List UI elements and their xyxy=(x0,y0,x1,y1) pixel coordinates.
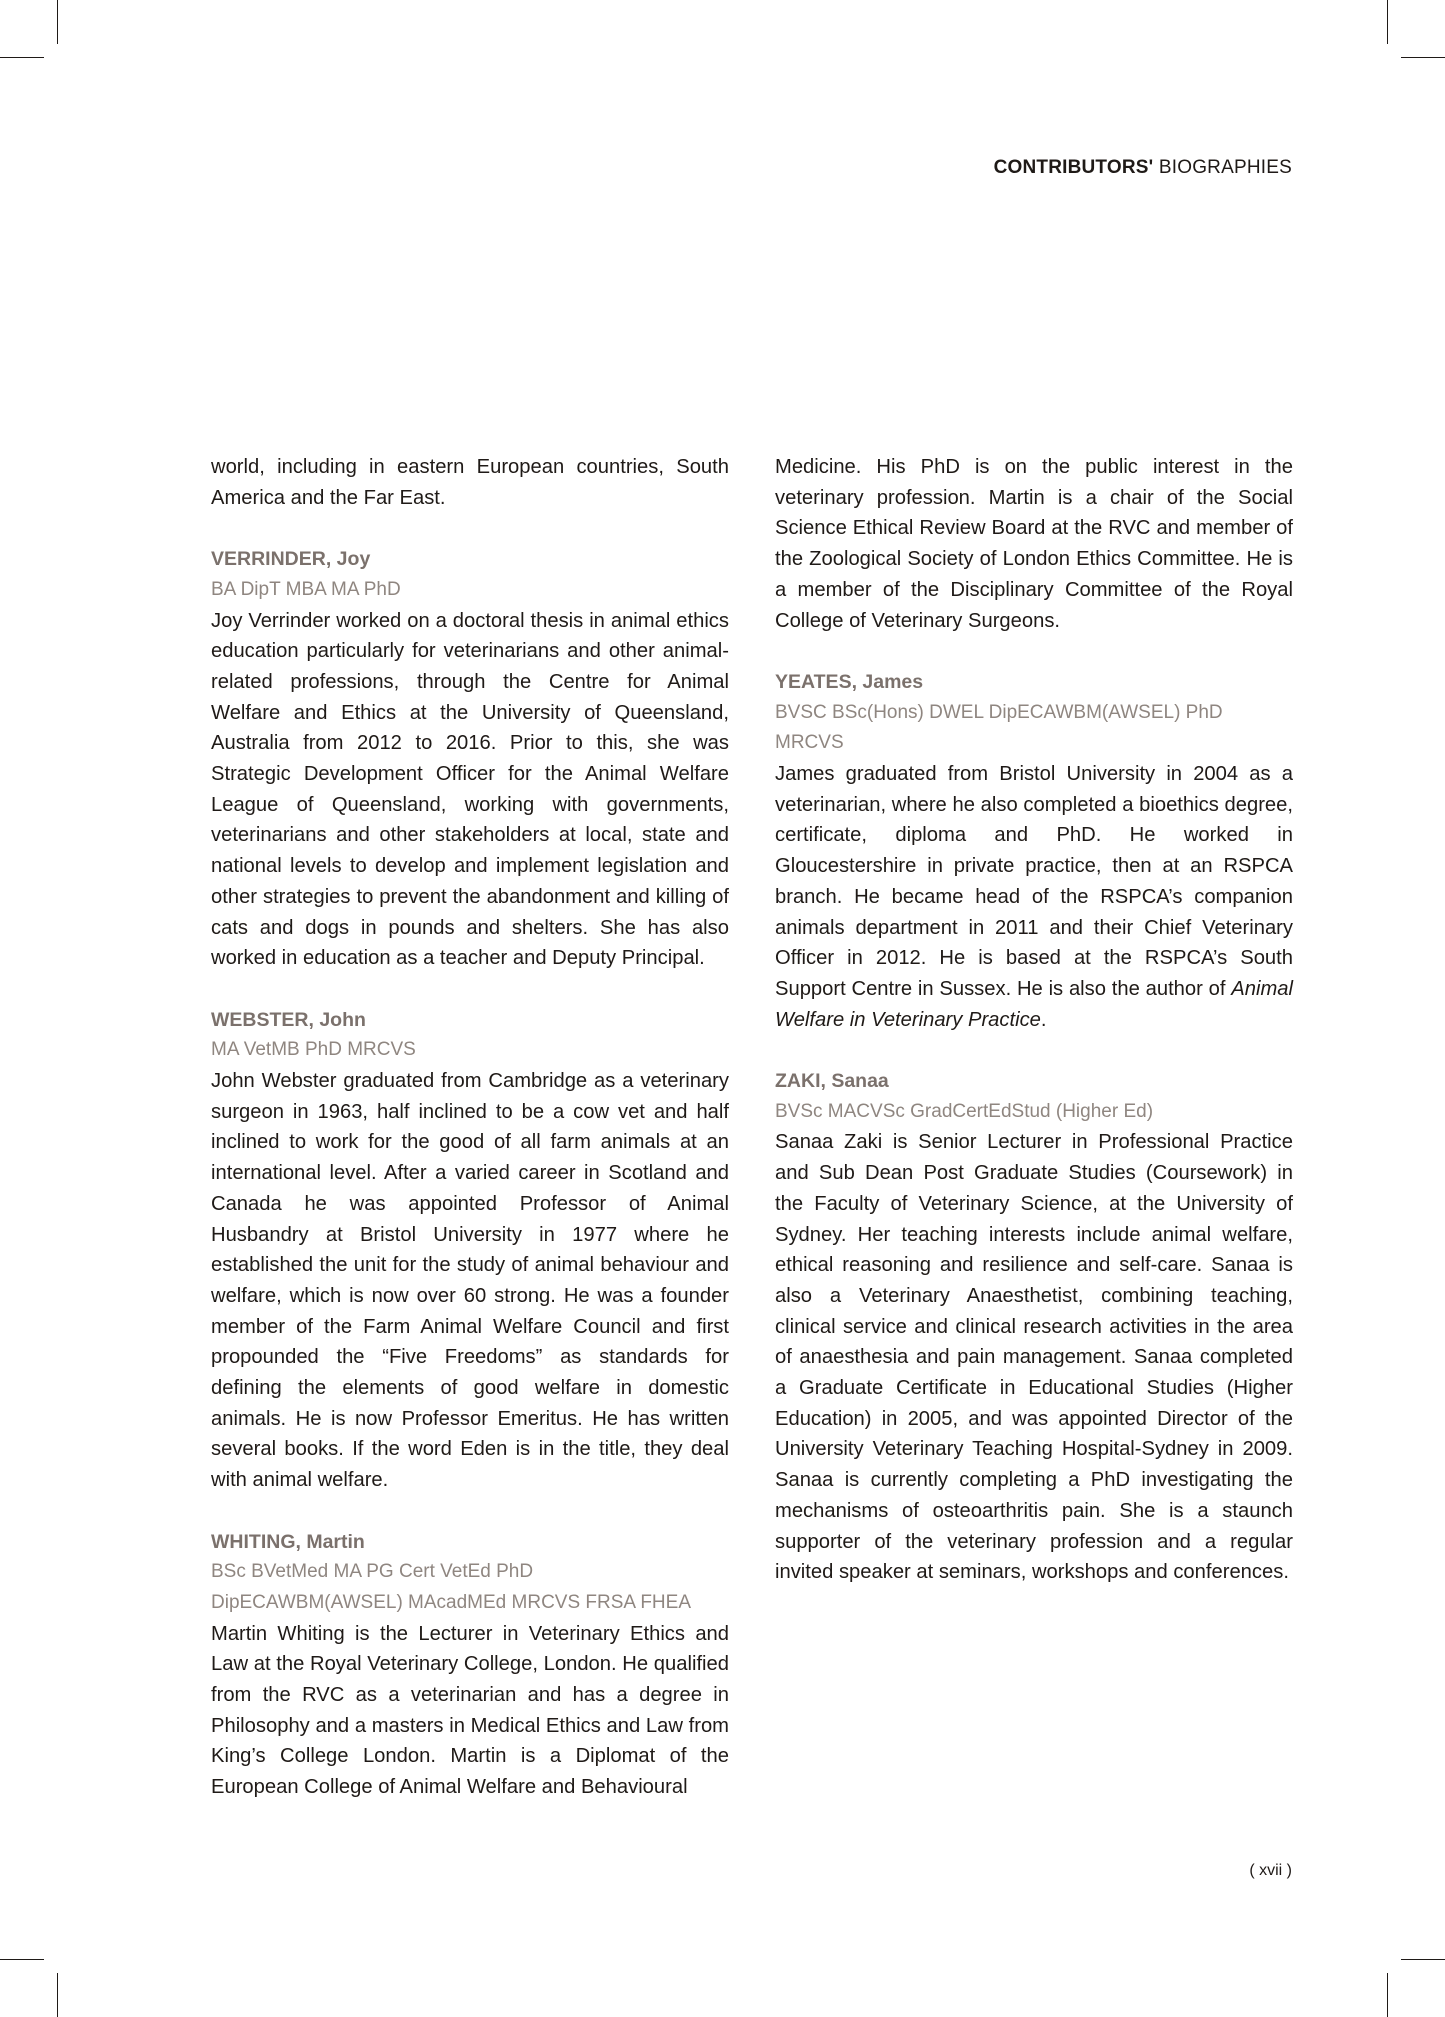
biography-entry xyxy=(211,1005,729,1496)
crop-mark-bottom-left xyxy=(57,1973,58,2017)
contributor-name: WHITING, Martin xyxy=(211,1530,365,1553)
crop-mark-top-left-h xyxy=(0,57,44,58)
contributor-name: VERRINDER, Joy xyxy=(211,548,371,571)
crop-mark-bottom-right xyxy=(1387,1973,1388,2017)
contributor-bio: John Webster graduated from Cambridge as a veterinary surgeon in 1963, half inclined to be a cow vet and half inclined to work for the good of all farm animals at an international level. After a varied career in Scotland and Canada he was appointed Professor of Animal Husbandry at Bristol University in 1977 where he established the unit for the study of animal behaviour and welfare, which is now over 60 strong. He was a founder member of the Farm Animal Welfare Council and first propounded the “Five Freedoms” as standards for defining the elements of good welfare in domestic animals. He is now Professor Emeritus. He has written several books. If the word Eden is in the title, they deal with animal welfare. xyxy=(211,1070,729,1492)
biography-entry xyxy=(211,1527,729,1803)
bio-text: James graduated from Bristol University in 2004 as a veterinarian, where he also completed a bioethics degree, certificate, diploma and PhD. He worked in Gloucestershire in private practice, then at an RSPCA branch. He became head of the RSPCA’s companion animals department in 2011 and their Chief Veterinary Officer in 2012. He is based at the RSPCA’s South Support Centre in Sussex. He is also the author of xyxy=(775,763,1293,1000)
contributor-bio: Martin Whiting is the Lecturer in Veterinary Ethics and Law at the Royal Veterinary College, London. He qualified from the RVC as a veterinarian and has a degree in Philosophy and a masters in Medical Ethics and Law from King’s College London. Martin is a Diplomat of the European College of Animal Welfare and Behavioural xyxy=(211,1622,729,1799)
running-head-bold: CONTRIBUTORS' xyxy=(993,157,1154,178)
contributor-qualifications: BVSC BSc(Hons) DWEL DipECAWBM(AWSEL) PhD MRCVS xyxy=(775,701,1223,754)
contributor-qualifications: BSc BVetMed MA PG Cert VetEd PhD xyxy=(211,1561,534,1583)
contributor-name: ZAKI, Sanaa xyxy=(775,1070,889,1093)
contributor-qualifications: MA VetMB PhD MRCVS xyxy=(211,1039,416,1061)
crop-mark-top-left xyxy=(57,0,58,44)
running-head-regular: BIOGRAPHIES xyxy=(1153,157,1292,178)
biography-entry xyxy=(775,1066,1293,1588)
contributor-qualifications: BVSc MACVSc GradCertEdStud (Higher Ed) xyxy=(775,1100,1154,1122)
continuation-left xyxy=(211,452,729,513)
continuation-right xyxy=(775,452,1293,636)
contributor-bio: Sanaa Zaki is Senior Lecturer in Professional Practice and Sub Dean Post Graduate Studies (Coursework) in the Faculty of Veterinary Science, at the University of Sydney. Her teaching interests include animal welfare, ethical reasoning and resilience and self-care. Sanaa is also a Veterinary Anaesthetist, combining teaching, clinical service and clinical research activities in the area of anaesthesia and pain management. Sanaa completed a Graduate Certificate in Educational Studies (Higher Education) in 2005, and was appointed Director of the University Veterinary Teaching Hospital-Sydney in 2009. Sanaa is currently completing a PhD investigating the mechanisms of osteoarthritis pain. She is a staunch supporter of the veterinary profession and a regular invited speaker at seminars, workshops and conferences. xyxy=(775,1131,1293,1584)
biography-entry xyxy=(775,667,1293,1035)
running-head xyxy=(900,157,1292,179)
contributor-qualifications-line2: DipECAWBM(AWSEL) MAcadMEd MRCVS FRSA FHEA xyxy=(211,1591,692,1613)
crop-mark-top-right xyxy=(1387,0,1388,44)
crop-mark-bottom-right-h xyxy=(1401,1959,1445,1960)
contributor-name: YEATES, James xyxy=(775,670,924,693)
right-column xyxy=(775,452,1293,1588)
contributor-qualifications: BA DipT MBA MA PhD xyxy=(211,578,401,600)
page-number: ( xvii ) xyxy=(1249,1862,1292,1879)
crop-mark-top-right-h xyxy=(1401,57,1445,58)
crop-mark-bottom-left-h xyxy=(0,1959,44,1960)
contributor-name: WEBSTER, John xyxy=(211,1008,366,1031)
left-column xyxy=(211,452,729,1803)
continuation-text: Medicine. His PhD is on the public interest in the veterinary profession. Martin is a chair of the Social Science Ethical Review Board at the RVC and member of the Zoological Society of London Ethics Committee. He is a member of the Disciplinary Committee of the Royal College of Veterinary Surgeons. xyxy=(775,456,1293,632)
contributor-bio: Joy Verrinder worked on a doctoral thesis in animal ethics education particularly for veterinarians and other animal-related professions, through the Centre for Animal Welfare and Ethics at the University of Queensland, Australia from 2012 to 2016. Prior to this, she was Strategic Development Officer for the Animal Welfare League of Queensland, working with governments, veterinarians and other stakeholders at local, state and national levels to develop and implement legislation and other strategies to prevent the abandonment and killing of cats and dogs in pounds and shelters. She has also worked in education as a teacher and Deputy Principal. xyxy=(211,609,729,970)
contributor-bio xyxy=(775,759,1293,1035)
continuation-text: world, including in eastern European countries, South America and the Far East. xyxy=(211,456,729,509)
bio-end: . xyxy=(1040,1008,1047,1031)
biography-entry xyxy=(211,544,729,974)
book-title: Animal Welfare in Veterinary Practice xyxy=(775,977,1294,1031)
